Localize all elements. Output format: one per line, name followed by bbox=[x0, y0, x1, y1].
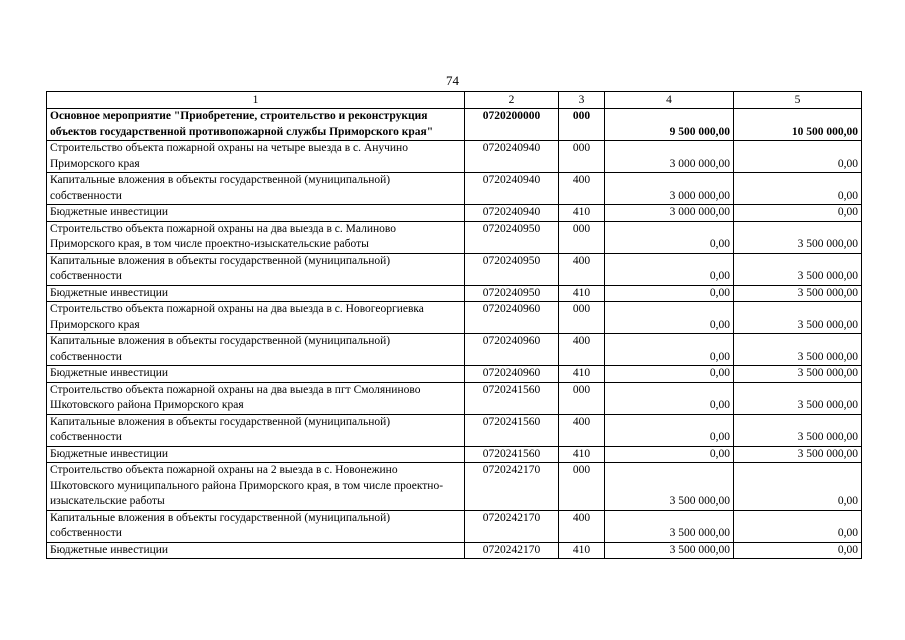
row-amount-year1-cell: 0,00 bbox=[605, 253, 734, 285]
row-amount-year2-cell: 3 500 000,00 bbox=[734, 285, 862, 302]
row-name-cell: Капитальные вложения в объекты государственной (муниципальной) собственности bbox=[47, 510, 465, 542]
row-name-cell: Строительство объекта пожарной охраны на два выезда в с. Новогеоргиевка Приморского края bbox=[47, 302, 465, 334]
budget-table bbox=[46, 91, 862, 559]
row-amount-year1-cell: 0,00 bbox=[605, 446, 734, 463]
row-target-code-cell: 0720200000 bbox=[465, 109, 559, 141]
row-amount-year2-cell: 0,00 bbox=[734, 542, 862, 559]
row-name-cell: Капитальные вложения в объекты государственной (муниципальной) собственности bbox=[47, 334, 465, 366]
table-row bbox=[47, 173, 862, 205]
row-amount-year1-cell: 0,00 bbox=[605, 302, 734, 334]
row-name-cell: Капитальные вложения в объекты государственной (муниципальной) собственности bbox=[47, 253, 465, 285]
column-header: 4 bbox=[605, 92, 734, 109]
row-target-code-cell: 0720240940 bbox=[465, 173, 559, 205]
row-expense-type-cell: 400 bbox=[559, 510, 605, 542]
table-row bbox=[47, 221, 862, 253]
table-row bbox=[47, 382, 862, 414]
table-row bbox=[47, 334, 862, 366]
row-amount-year1-cell: 3 000 000,00 bbox=[605, 173, 734, 205]
row-amount-year2-cell: 3 500 000,00 bbox=[734, 366, 862, 383]
row-amount-year2-cell: 3 500 000,00 bbox=[734, 221, 862, 253]
table-row bbox=[47, 141, 862, 173]
table-row bbox=[47, 366, 862, 383]
row-amount-year1-cell: 0,00 bbox=[605, 221, 734, 253]
row-expense-type-cell: 000 bbox=[559, 141, 605, 173]
column-number-row bbox=[47, 92, 862, 109]
row-name-cell: Строительство объекта пожарной охраны на два выезда в пгт Смоляниново Шкотовского района Приморского края bbox=[47, 382, 465, 414]
row-expense-type-cell: 000 bbox=[559, 302, 605, 334]
row-amount-year1-cell: 0,00 bbox=[605, 334, 734, 366]
row-amount-year1-cell: 0,00 bbox=[605, 382, 734, 414]
row-target-code-cell: 0720242170 bbox=[465, 510, 559, 542]
row-amount-year2-cell: 0,00 bbox=[734, 510, 862, 542]
row-target-code-cell: 0720240960 bbox=[465, 334, 559, 366]
row-expense-type-cell: 400 bbox=[559, 173, 605, 205]
column-header: 3 bbox=[559, 92, 605, 109]
column-header: 1 bbox=[47, 92, 465, 109]
row-amount-year2-cell: 3 500 000,00 bbox=[734, 382, 862, 414]
row-name-cell: Строительство объекта пожарной охраны на четыре выезда в с. Анучино Приморского края bbox=[47, 141, 465, 173]
row-expense-type-cell: 000 bbox=[559, 221, 605, 253]
table-row bbox=[47, 109, 862, 141]
table-row bbox=[47, 253, 862, 285]
row-expense-type-cell: 000 bbox=[559, 382, 605, 414]
row-amount-year2-cell: 3 500 000,00 bbox=[734, 446, 862, 463]
row-target-code-cell: 0720240960 bbox=[465, 302, 559, 334]
row-amount-year2-cell: 3 500 000,00 bbox=[734, 414, 862, 446]
table-row bbox=[47, 542, 862, 559]
row-target-code-cell: 0720240940 bbox=[465, 205, 559, 222]
table-row bbox=[47, 463, 862, 511]
row-amount-year1-cell: 3 000 000,00 bbox=[605, 205, 734, 222]
row-target-code-cell: 0720242170 bbox=[465, 542, 559, 559]
row-name-cell: Бюджетные инвестиции bbox=[47, 366, 465, 383]
table-row bbox=[47, 446, 862, 463]
row-name-cell: Капитальные вложения в объекты государственной (муниципальной) собственности bbox=[47, 173, 465, 205]
row-expense-type-cell: 000 bbox=[559, 463, 605, 511]
row-target-code-cell: 0720241560 bbox=[465, 382, 559, 414]
table-row bbox=[47, 205, 862, 222]
row-expense-type-cell: 410 bbox=[559, 542, 605, 559]
row-amount-year1-cell: 0,00 bbox=[605, 366, 734, 383]
row-expense-type-cell: 400 bbox=[559, 253, 605, 285]
row-target-code-cell: 0720242170 bbox=[465, 463, 559, 511]
row-amount-year1-cell: 3 500 000,00 bbox=[605, 463, 734, 511]
row-expense-type-cell: 410 bbox=[559, 366, 605, 383]
row-target-code-cell: 0720240950 bbox=[465, 221, 559, 253]
row-target-code-cell: 0720241560 bbox=[465, 414, 559, 446]
row-name-cell: Бюджетные инвестиции bbox=[47, 205, 465, 222]
row-amount-year2-cell: 3 500 000,00 bbox=[734, 302, 862, 334]
table-row bbox=[47, 414, 862, 446]
row-target-code-cell: 0720240940 bbox=[465, 141, 559, 173]
column-header: 2 bbox=[465, 92, 559, 109]
row-amount-year1-cell: 3 500 000,00 bbox=[605, 510, 734, 542]
row-expense-type-cell: 410 bbox=[559, 285, 605, 302]
row-target-code-cell: 0720240950 bbox=[465, 285, 559, 302]
row-name-cell: Бюджетные инвестиции bbox=[47, 285, 465, 302]
row-target-code-cell: 0720240950 bbox=[465, 253, 559, 285]
table-row bbox=[47, 510, 862, 542]
row-amount-year2-cell: 3 500 000,00 bbox=[734, 253, 862, 285]
table-row bbox=[47, 285, 862, 302]
row-name-cell: Строительство объекта пожарной охраны на 2 выезда в с. Новонежино Шкотовского муниципального района Приморского края, в том числе проектно-изыскательские работы bbox=[47, 463, 465, 511]
row-amount-year1-cell: 0,00 bbox=[605, 414, 734, 446]
row-name-cell: Бюджетные инвестиции bbox=[47, 446, 465, 463]
row-amount-year2-cell: 0,00 bbox=[734, 173, 862, 205]
row-name-cell: Бюджетные инвестиции bbox=[47, 542, 465, 559]
row-expense-type-cell: 400 bbox=[559, 334, 605, 366]
row-amount-year1-cell: 3 000 000,00 bbox=[605, 141, 734, 173]
row-amount-year2-cell: 10 500 000,00 bbox=[734, 109, 862, 141]
row-amount-year2-cell: 0,00 bbox=[734, 141, 862, 173]
row-amount-year1-cell: 9 500 000,00 bbox=[605, 109, 734, 141]
row-target-code-cell: 0720241560 bbox=[465, 446, 559, 463]
row-name-cell: Основное мероприятие "Приобретение, строительство и реконструкция объектов государственной противопожарной службы Приморского края" bbox=[47, 109, 465, 141]
row-amount-year1-cell: 3 500 000,00 bbox=[605, 542, 734, 559]
row-expense-type-cell: 400 bbox=[559, 414, 605, 446]
row-amount-year2-cell: 0,00 bbox=[734, 205, 862, 222]
row-expense-type-cell: 000 bbox=[559, 109, 605, 141]
table-row bbox=[47, 302, 862, 334]
row-amount-year2-cell: 0,00 bbox=[734, 463, 862, 511]
page-number: 74 bbox=[446, 73, 459, 88]
row-amount-year1-cell: 0,00 bbox=[605, 285, 734, 302]
column-header: 5 bbox=[734, 92, 862, 109]
row-name-cell: Капитальные вложения в объекты государственной (муниципальной) собственности bbox=[47, 414, 465, 446]
row-amount-year2-cell: 3 500 000,00 bbox=[734, 334, 862, 366]
row-target-code-cell: 0720240960 bbox=[465, 366, 559, 383]
row-expense-type-cell: 410 bbox=[559, 446, 605, 463]
row-expense-type-cell: 410 bbox=[559, 205, 605, 222]
row-name-cell: Строительство объекта пожарной охраны на два выезда в с. Малиново Приморского края, в том числе проектно-изыскательские работы bbox=[47, 221, 465, 253]
